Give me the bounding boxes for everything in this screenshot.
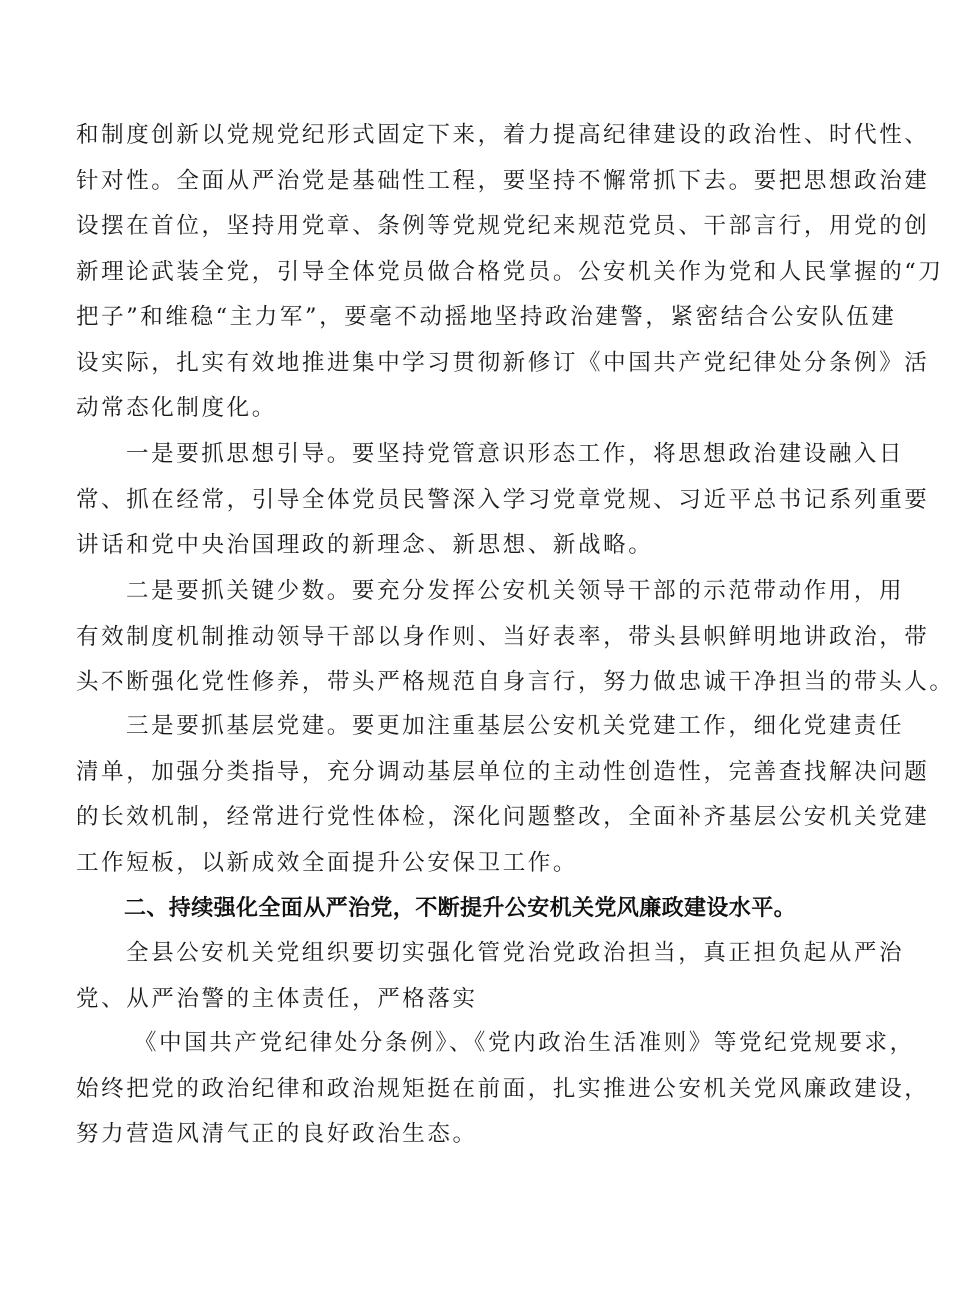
paragraph-line: 针对性。全面从严治党是基础性工程，要坚持不懈常抓下去。要把思想政治建: [76, 167, 930, 194]
paragraph-5: [76, 931, 905, 1022]
paragraph-4: [76, 704, 930, 886]
paragraph-line: 新理论武装全党，引导全体党员做合格党员。公安机关作为党和人民掌握的“刀: [76, 258, 944, 285]
paragraph-1: [76, 113, 944, 432]
paragraph-line: 全县公安机关党组织要切实强化管党治党政治担当，真正担负起从严治: [126, 940, 905, 966]
paragraph-line: 二是要抓关键少数。要充分发挥公安机关领导干部的示范带动作用，用: [126, 578, 905, 604]
section-heading: 二、持续强化全面从严治党，不断提升公安机关党风廉政建设水平。: [124, 896, 797, 921]
paragraph-line: 工作短板，以新成效全面提升公安保卫工作。: [76, 849, 579, 876]
paragraph-line: 《中国共产党纪律处分条例》、《党内政治生活准则》等党纪党规要求，: [134, 1030, 915, 1056]
paragraph-line: 讲话和党中央治国理政的新理念、新思想、新战略。: [76, 532, 654, 558]
paragraph-line: 清单，加强分类指导，充分调动基层单位的主动性创造性，完善查找解决问题: [76, 758, 930, 785]
paragraph-line: 有效制度机制推动领导干部以身作则、当好表率，带头县帜鲜明地讲政治，带: [76, 623, 930, 650]
paragraph-6: [76, 1021, 930, 1158]
paragraph-line: 设实际，扎实有效地推进集中学习贯彻新修订《中国共产党纪律处分条例》活: [76, 349, 930, 376]
paragraph-line: 头不断强化党性修养，带头严格规范自身言行，努力做忠诚干净担当的带头人。: [76, 669, 955, 695]
paragraph-line: 的长效机制，经常进行党性体检，深化问题整改，全面补齐基层公安机关党建: [76, 804, 930, 830]
paragraph-line: 把子”和维稳“主力军”，要毫不动摇地坚持政治建警，紧密结合公安队伍建: [76, 304, 897, 330]
paragraph-line: 努力营造风清气正的良好政治生态。: [76, 1121, 478, 1147]
paragraph-line: 常、抓在经常，引导全体党员民警深入学习党章党规、习近平总书记系列重要: [76, 486, 930, 513]
paragraph-line: 动常态化制度化。: [76, 395, 277, 421]
paragraph-line: 和制度创新以党规党纪形式固定下来，着力提高纪律建设的政治性、时代性、: [76, 122, 930, 148]
paragraph-line: 始终把党的政治纪律和政治规矩挺在前面，扎实推进公安机关党风廉政建设，: [76, 1075, 930, 1102]
paragraph-line: 设摆在首位，坚持用党章、条例等党规党纪来规范党员、干部言行，用党的创: [76, 213, 930, 239]
paragraph-line: 党、从严治警的主体责任，严格落实: [76, 985, 478, 1012]
paragraph-3: [76, 569, 955, 706]
paragraph-line: 三是要抓基层党建。要更加注重基层公安机关党建工作，细化党建责任: [126, 713, 905, 739]
paragraph-2: [76, 432, 930, 569]
paragraph-line: 一是要抓思想引导。要坚持党管意识形态工作，将思想政治建设融入日: [126, 441, 905, 467]
section-heading-2: [76, 886, 852, 932]
